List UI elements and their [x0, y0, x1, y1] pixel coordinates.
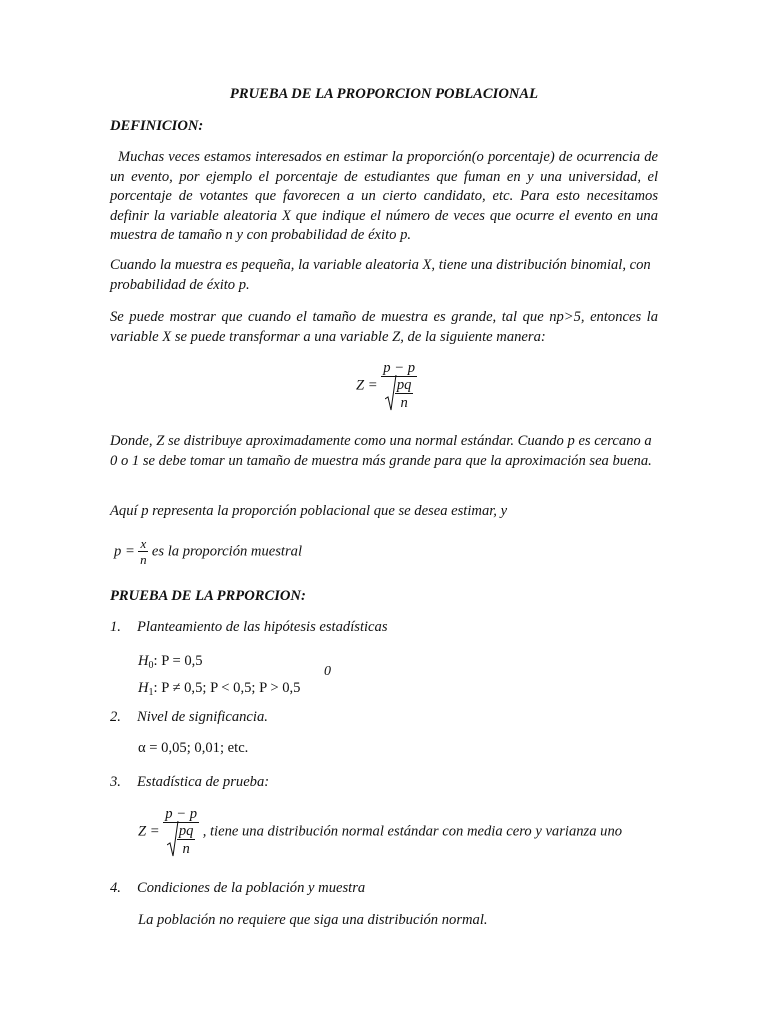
list-number: 1.: [110, 619, 121, 635]
binomial-paragraph: Cuando la muestra es pequeña, la variable aleatoria X, tiene una distribución binomial, con probabilidad de éxito p.: [110, 257, 651, 293]
alternative-hypothesis: $H_1$: P ≠ 0,5; P < 0,5; P > 0,5: [138, 680, 301, 698]
radical-icon: [385, 375, 397, 411]
sample-prop-fraction: [138, 537, 148, 567]
list-item-test-statistic: Estadística de prueba:: [137, 774, 270, 790]
stat-description: , tiene una distribución normal estándar con media cero y varianza uno: [202, 823, 623, 840]
definition-paragraph: Muchas veces estamos interesados en estimar la proporción(o porcentaje) de ocurrencia de un evento, por ejemplo el porcentaje de estudiantes que fuman en y una universidad, el porcentaje de votantes que favorecen a un cierto candidato, etc. Para esto necesitamos definir la variable aleatoria X que indique el número de veces que ocurre el evento en una muestra de tamaño n y con probabilidad de éxito p.: [110, 149, 658, 243]
stat-lhs: Z =: [138, 823, 160, 840]
stat-fraction: $\frac{p - p}{\frac{pq}{n}}$: [165, 806, 198, 857]
hypotheses-formula: [138, 650, 300, 704]
stat-numerator: p − p: [165, 806, 198, 822]
list-item-conditions: Condiciones de la población y muestra: [137, 880, 366, 896]
transform-paragraph: Se puede mostrar que cuando el tamaño de muestra es grande, tal que np>5, entonces la variable X se puede transformar a una variable Z, de la siguiente manera:: [110, 309, 658, 345]
test-statistic-line: [138, 806, 622, 858]
list-number: 4.: [110, 880, 121, 896]
alpha-values: α = 0,05; 0,01; etc.: [138, 740, 249, 756]
sqrt-denominator: n: [400, 395, 408, 411]
null-hypothesis: $H_0$: P = 0,5: [138, 653, 203, 671]
estimate-paragraph: Aquí p representa la proporción poblacional que se desea estimar, y: [110, 503, 508, 519]
sample-prop-numerator: x: [140, 536, 147, 551]
z-formula: [356, 360, 417, 412]
list-number: 2.: [110, 709, 121, 725]
test-heading: PRUEBA DE LA PRPORCION:: [110, 588, 306, 604]
definition-heading: DEFINICION:: [110, 118, 204, 134]
document-title: PRUEBA DE LA PROPORCION POBLACIONAL: [229, 86, 539, 102]
sqrt-symbol: [385, 377, 414, 412]
z-fraction: [381, 360, 417, 412]
z-lhs: Z =: [356, 377, 378, 394]
stray-zero: 0: [324, 664, 331, 679]
list-item-significance: Nivel de significancia.: [137, 709, 268, 725]
sample-prop-lhs: p =: [114, 543, 135, 560]
sample-proportion-line: [114, 537, 302, 567]
normal-approx-paragraph: Donde, Z se distribuye aproximadamente como una normal estándar. Cuando p es cercano a 0 o 1 se debe tomar un tamaño de muestra más grande para que la aproximación sea buena.: [110, 433, 652, 469]
sample-prop-denominator: n: [140, 552, 147, 567]
z-numerator: p − p: [383, 360, 416, 376]
list-item-hypotheses: Planteamiento de las hipótesis estadísticas: [137, 619, 388, 635]
population-note: La población no requiere que siga una distribución normal.: [138, 912, 488, 928]
sample-prop-text: es la proporción muestral: [151, 543, 303, 560]
list-number: 3.: [110, 774, 121, 790]
sqrt-numerator: pq: [396, 377, 412, 393]
radical-icon: [167, 821, 179, 857]
